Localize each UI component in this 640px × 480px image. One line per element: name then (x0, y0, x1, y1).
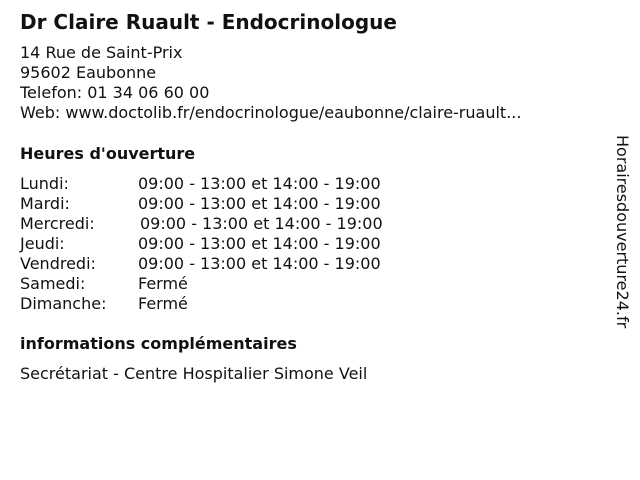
additional-info-heading: informations complémentaires (20, 334, 297, 353)
day-label: Vendredi: (20, 254, 96, 273)
city-postal: 95602 Eaubonne (20, 63, 157, 82)
day-label: Lundi: (20, 174, 69, 193)
day-label: Jeudi: (20, 234, 65, 253)
time-value: Fermé (138, 274, 188, 293)
time-value: 09:00 - 13:00 et 14:00 - 19:00 (138, 234, 381, 253)
time-value: 09:00 - 13:00 et 14:00 - 19:00 (140, 214, 383, 233)
page-title: Dr Claire Ruault - Endocrinologue (20, 10, 397, 34)
day-label: Mardi: (20, 194, 70, 213)
day-label: Dimanche: (20, 294, 107, 313)
day-label: Samedi: (20, 274, 86, 293)
website-link[interactable]: Web: www.doctolib.fr/endocrinologue/eaubonne/claire-ruault... (20, 103, 522, 122)
address-block (20, 43, 521, 123)
street-address: 14 Rue de Saint-Prix (20, 43, 183, 62)
time-value: 09:00 - 13:00 et 14:00 - 19:00 (138, 194, 381, 213)
day-label: Mercredi: (20, 214, 95, 233)
opening-hours-heading: Heures d'ouverture (20, 144, 196, 163)
site-watermark: Horairesdouverture24.fr (613, 135, 632, 329)
time-value: 09:00 - 13:00 et 14:00 - 19:00 (138, 174, 381, 193)
phone-number: Telefon: 01 34 06 60 00 (20, 83, 210, 102)
time-value: 09:00 - 13:00 et 14:00 - 19:00 (138, 254, 381, 273)
time-value: Fermé (138, 294, 188, 313)
additional-info-text: Secrétariat - Centre Hospitalier Simone Veil (20, 364, 368, 383)
